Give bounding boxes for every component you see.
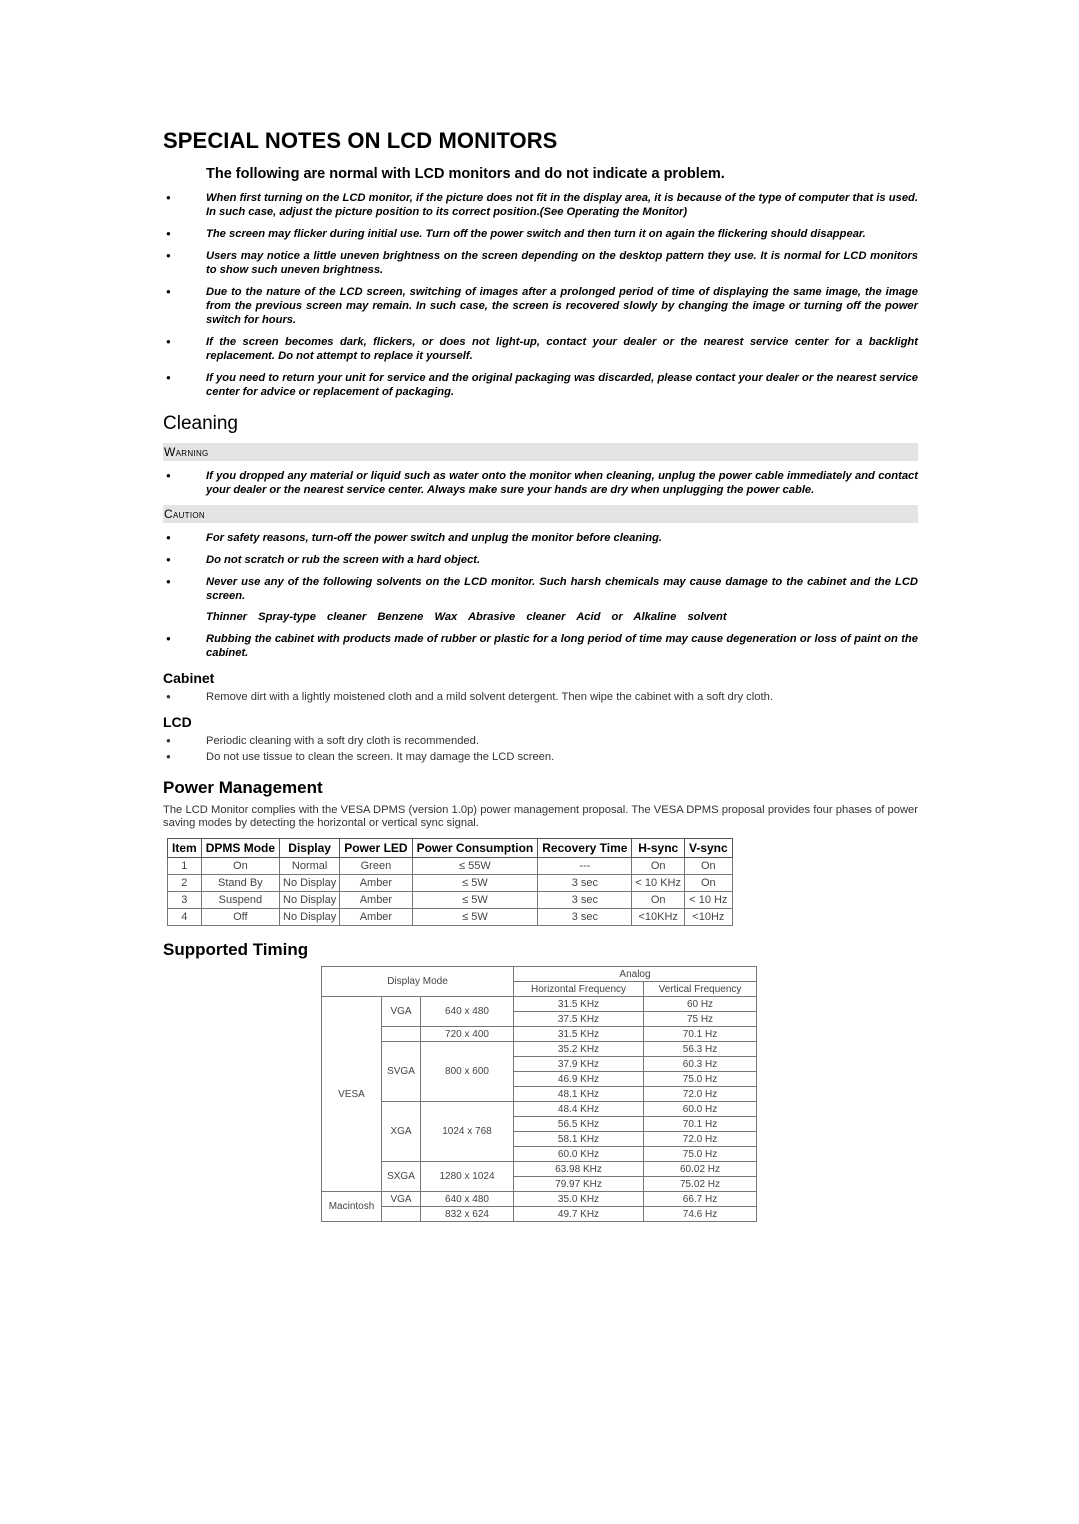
- timing-table: [321, 966, 757, 1222]
- table-cell: No Display: [280, 892, 340, 909]
- resolution-cell: 800 x 600: [421, 1042, 514, 1102]
- table-cell: Off: [201, 909, 279, 926]
- table-cell: 4: [168, 909, 202, 926]
- table-cell: Suspend: [201, 892, 279, 909]
- table-cell: Stand By: [201, 875, 279, 892]
- lcd-list: [163, 734, 918, 764]
- power-management-heading: Power Management: [163, 778, 323, 797]
- vfreq-header: Vertical Frequency: [644, 982, 757, 997]
- table-row: [322, 997, 757, 1012]
- table-cell: On: [684, 858, 732, 875]
- table-row: [322, 1042, 757, 1057]
- table-cell: 75.02 Hz: [644, 1177, 757, 1192]
- note-item: ● If you need to return your unit for service and the original packaging was discarded, please contact your dealer or the nearest service center for advice or replacement of packaging.: [163, 371, 918, 399]
- page-title: SPECIAL NOTES ON LCD MONITORS: [163, 128, 558, 153]
- table-cell: 48.1 KHz: [514, 1087, 644, 1102]
- table-cell: ≤ 55W: [412, 858, 538, 875]
- table-cell: Amber: [340, 892, 412, 909]
- caution-item: ● Rubbing the cabinet with products made of rubber or plastic for a long period of time may cause degeneration or loss of paint on the cabinet.: [163, 632, 918, 660]
- table-row: [322, 1207, 757, 1222]
- table-cell: On: [201, 858, 279, 875]
- table-cell: 35.0 KHz: [514, 1192, 644, 1207]
- column-header: V-sync: [684, 839, 732, 858]
- power-management-text: The LCD Monitor complies with the VESA DPMS (version 1.0p) power management proposal. The VESA DPMS proposal provides four phases of power saving modes by detecting the horizontal or vertical sync signal.: [163, 804, 918, 829]
- table-cell: ---: [538, 858, 632, 875]
- table-cell: ≤ 5W: [412, 875, 538, 892]
- analog-header: Analog: [514, 967, 757, 982]
- table-cell: 75.0 Hz: [644, 1147, 757, 1162]
- column-header: DPMS Mode: [201, 839, 279, 858]
- mode-cell: SXGA: [382, 1162, 421, 1192]
- column-header: Recovery Time: [538, 839, 632, 858]
- vesa-cell: VESA: [322, 997, 382, 1192]
- lcd-heading: LCD: [163, 714, 192, 730]
- table-cell: 3: [168, 892, 202, 909]
- warning-item: ● If you dropped any material or liquid such as water onto the monitor when cleaning, unplug the power cable immediately and contact your dealer or the nearest service center. Always make sure your hands are dry when unplugging the power cable.: [163, 469, 918, 497]
- table-row: [322, 1102, 757, 1117]
- table-header-row: [322, 967, 757, 982]
- table-cell: 56.5 KHz: [514, 1117, 644, 1132]
- mode-cell: [382, 1207, 421, 1222]
- table-cell: 60 Hz: [644, 997, 757, 1012]
- table-cell: 35.2 KHz: [514, 1042, 644, 1057]
- table-cell: 49.7 KHz: [514, 1207, 644, 1222]
- table-row: [322, 1027, 757, 1042]
- table-header-row: [168, 839, 733, 858]
- dpms-table: [167, 838, 733, 926]
- column-header: Power Consumption: [412, 839, 538, 858]
- resolution-cell: 640 x 480: [421, 997, 514, 1027]
- cabinet-heading: Cabinet: [163, 670, 215, 686]
- note-item: ● If the screen becomes dark, flickers, or does not light-up, contact your dealer or the nearest service center for a backlight replacement. Do not attempt to replace it yourself.: [163, 335, 918, 363]
- table-cell: On: [632, 892, 685, 909]
- table-cell: 60.0 Hz: [644, 1102, 757, 1117]
- table-cell: Green: [340, 858, 412, 875]
- table-cell: 66.7 Hz: [644, 1192, 757, 1207]
- table-cell: 75.0 Hz: [644, 1072, 757, 1087]
- table-row: [168, 858, 733, 875]
- hfreq-header: Horizontal Frequency: [514, 982, 644, 997]
- table-cell: 3 sec: [538, 909, 632, 926]
- warning-list: [163, 469, 918, 497]
- table-cell: 75 Hz: [644, 1012, 757, 1027]
- table-cell: < 10 KHz: [632, 875, 685, 892]
- table-cell: 37.9 KHz: [514, 1057, 644, 1072]
- table-row: [322, 1192, 757, 1207]
- column-header: Power LED: [340, 839, 412, 858]
- macintosh-cell: Macintosh: [322, 1192, 382, 1222]
- column-header: H-sync: [632, 839, 685, 858]
- table-cell: < 10 Hz: [684, 892, 732, 909]
- column-header: Item: [168, 839, 202, 858]
- table-cell: 70.1 Hz: [644, 1027, 757, 1042]
- warning-band: Warning: [163, 443, 918, 461]
- table-cell: No Display: [280, 875, 340, 892]
- table-cell: 70.1 Hz: [644, 1117, 757, 1132]
- table-cell: <10Hz: [684, 909, 732, 926]
- resolution-cell: 640 x 480: [421, 1192, 514, 1207]
- table-cell: 1: [168, 858, 202, 875]
- table-cell: On: [632, 858, 685, 875]
- note-item: ● The screen may flicker during initial use. Turn off the power switch and then turn it on again the flickering should disappear.: [163, 227, 918, 241]
- resolution-cell: 720 x 400: [421, 1027, 514, 1042]
- lcd-item: ● Periodic cleaning with a soft dry cloth is recommended.: [163, 734, 918, 748]
- cabinet-item: ● Remove dirt with a lightly moistened cloth and a mild solvent detergent. Then wipe the cabinet with a soft dry cloth.: [163, 690, 918, 704]
- mode-cell: VGA: [382, 997, 421, 1027]
- table-cell: 31.5 KHz: [514, 1027, 644, 1042]
- lcd-notes-list: [163, 191, 918, 399]
- intro-text: The following are normal with LCD monitors and do not indicate a problem.: [206, 166, 725, 182]
- table-cell: Normal: [280, 858, 340, 875]
- caution-band: Caution: [163, 505, 918, 523]
- table-cell: Amber: [340, 875, 412, 892]
- mode-cell: VGA: [382, 1192, 421, 1207]
- table-row: [322, 1162, 757, 1177]
- supported-timing-heading: Supported Timing: [163, 940, 309, 959]
- mode-cell: [382, 1027, 421, 1042]
- table-cell: 37.5 KHz: [514, 1012, 644, 1027]
- cleaning-heading: Cleaning: [163, 413, 238, 434]
- mode-cell: XGA: [382, 1102, 421, 1162]
- caution-item: ● Do not scratch or rub the screen with a hard object.: [163, 553, 918, 567]
- display-mode-header: Display Mode: [322, 967, 514, 997]
- caution-list-2: [163, 632, 918, 660]
- table-cell: 46.9 KHz: [514, 1072, 644, 1087]
- table-cell: No Display: [280, 909, 340, 926]
- caution-item: ● Never use any of the following solvents on the LCD monitor. Such harsh chemicals may cause damage to the cabinet and the LCD screen.: [163, 575, 918, 603]
- table-cell: 48.4 KHz: [514, 1102, 644, 1117]
- table-cell: 72.0 Hz: [644, 1132, 757, 1147]
- table-row: [168, 909, 733, 926]
- table-cell: 3 sec: [538, 875, 632, 892]
- resolution-cell: 1024 x 768: [421, 1102, 514, 1162]
- table-cell: 3 sec: [538, 892, 632, 909]
- table-cell: On: [684, 875, 732, 892]
- table-cell: 60.02 Hz: [644, 1162, 757, 1177]
- table-cell: 63.98 KHz: [514, 1162, 644, 1177]
- table-cell: 74.6 Hz: [644, 1207, 757, 1222]
- mode-cell: SVGA: [382, 1042, 421, 1102]
- column-header: Display: [280, 839, 340, 858]
- document-page: [163, 128, 918, 1222]
- table-cell: 72.0 Hz: [644, 1087, 757, 1102]
- caution-list: [163, 531, 918, 603]
- caution-item: ● For safety reasons, turn-off the power switch and unplug the monitor before cleaning.: [163, 531, 918, 545]
- note-item: ● Due to the nature of the LCD screen, switching of images after a prolonged period of time of displaying the same image, the image from the previous screen may remain. In such case, the screen is recovered slowly by changing the image or turning off the power switch for hours.: [163, 285, 918, 327]
- table-cell: 60.0 KHz: [514, 1147, 644, 1162]
- table-row: [168, 892, 733, 909]
- solvents-list: Thinner Spray-type cleaner Benzene Wax Abrasive cleaner Acid or Alkaline solvent: [206, 611, 727, 623]
- table-row: [168, 875, 733, 892]
- table-cell: 31.5 KHz: [514, 997, 644, 1012]
- table-cell: Amber: [340, 909, 412, 926]
- table-cell: <10KHz: [632, 909, 685, 926]
- table-cell: 58.1 KHz: [514, 1132, 644, 1147]
- table-cell: ≤ 5W: [412, 892, 538, 909]
- cabinet-list: [163, 690, 918, 704]
- table-cell: 2: [168, 875, 202, 892]
- lcd-item: ● Do not use tissue to clean the screen. It may damage the LCD screen.: [163, 750, 918, 764]
- table-cell: 56.3 Hz: [644, 1042, 757, 1057]
- table-cell: 60.3 Hz: [644, 1057, 757, 1072]
- note-item: ● When first turning on the LCD monitor, if the picture does not fit in the display area, it is because of the type of computer that is used. In such case, adjust the picture position to its correct position.(See Operating the Monitor): [163, 191, 918, 219]
- resolution-cell: 832 x 624: [421, 1207, 514, 1222]
- resolution-cell: 1280 x 1024: [421, 1162, 514, 1192]
- table-cell: ≤ 5W: [412, 909, 538, 926]
- table-cell: 79.97 KHz: [514, 1177, 644, 1192]
- note-item: ● Users may notice a little uneven brightness on the screen depending on the desktop pattern they use. It is normal for LCD monitors to show such uneven brightness.: [163, 249, 918, 277]
